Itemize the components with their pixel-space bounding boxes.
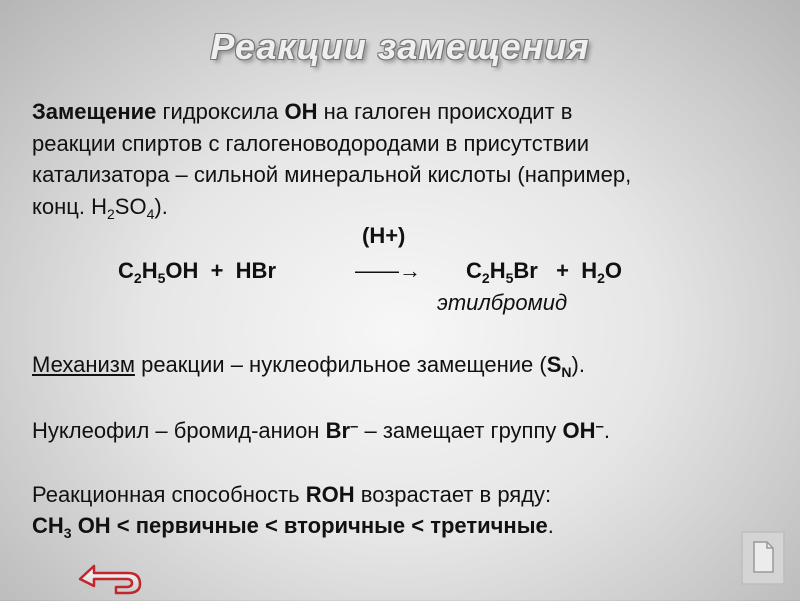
subscript: 5 — [505, 270, 514, 286]
equation-reactants — [118, 258, 276, 284]
reactivity-line — [32, 482, 551, 508]
nucleophile-line — [32, 418, 610, 444]
formula-part: S — [546, 352, 562, 377]
subscript: 3 — [63, 525, 72, 541]
intro-line-3: катализатора – сильной минеральной кислоты (например, — [32, 162, 632, 187]
subscript: 2 — [106, 205, 115, 222]
intro-text: SO — [114, 193, 147, 219]
reaction-arrow: ——→ — [355, 258, 421, 283]
subscript: 5 — [157, 270, 166, 286]
subscript: 2 — [597, 270, 605, 286]
intro-text: конц. H — [32, 193, 107, 219]
mechanism-text: реакции – нуклеофильное замещение ( — [134, 352, 547, 377]
subscript: 2 — [133, 270, 142, 286]
formula-part: OH — [562, 418, 596, 443]
formula-part: H — [141, 258, 158, 283]
mechanism-line — [32, 352, 585, 378]
formula-part: H — [489, 258, 506, 283]
catalyst-condition: (H+) — [362, 223, 406, 248]
intro-text: на галоген происходит в — [317, 99, 573, 124]
page-title: Реакции замещения — [210, 26, 590, 67]
hydroxyl-formula: ОН — [284, 99, 318, 124]
formula-part: ROH — [305, 482, 355, 507]
formula-part: C — [118, 258, 134, 283]
intro-line-1 — [32, 96, 772, 128]
back-arrow-icon[interactable] — [66, 562, 144, 596]
subscript: 2 — [481, 270, 490, 286]
mechanism-label: Механизм — [32, 352, 135, 377]
intro-line-4 — [32, 191, 772, 223]
intro-paragraph — [32, 96, 772, 222]
series-text: . — [547, 513, 554, 538]
superscript: – — [350, 418, 359, 435]
product-name: этилбромид — [437, 290, 568, 315]
formula-part: C — [466, 258, 482, 283]
intro-text: гидроксила — [156, 99, 285, 124]
reactivity-text: Реакционная способность — [32, 482, 306, 507]
mechanism-text: ). — [571, 352, 585, 377]
reactivity-series — [32, 513, 554, 539]
formula-part: O — [604, 258, 623, 283]
equation-products — [466, 258, 622, 284]
nucleophile-text: . — [603, 418, 610, 443]
term-substitution: Замещение — [32, 99, 157, 124]
subscript: N — [561, 364, 572, 380]
reactivity-text: возрастает в ряду: — [354, 482, 552, 507]
subscript: 4 — [146, 205, 155, 222]
document-icon[interactable] — [740, 530, 786, 586]
formula-part: Br — [325, 418, 351, 443]
intro-line-2: реакции спиртов с галогеноводородами в присутствии — [32, 130, 590, 156]
formula-part: CH — [32, 513, 64, 538]
formula-part: OH + HBr — [165, 258, 277, 283]
series-text: OH < первичные < вторичные < третичные — [71, 513, 548, 538]
superscript: – — [595, 418, 604, 435]
formula-part: Br + H — [513, 258, 598, 283]
nucleophile-text: – замещает группу — [358, 418, 563, 443]
intro-text: ). — [154, 193, 168, 219]
nucleophile-text: Нуклеофил – бромид-анион — [32, 418, 326, 443]
